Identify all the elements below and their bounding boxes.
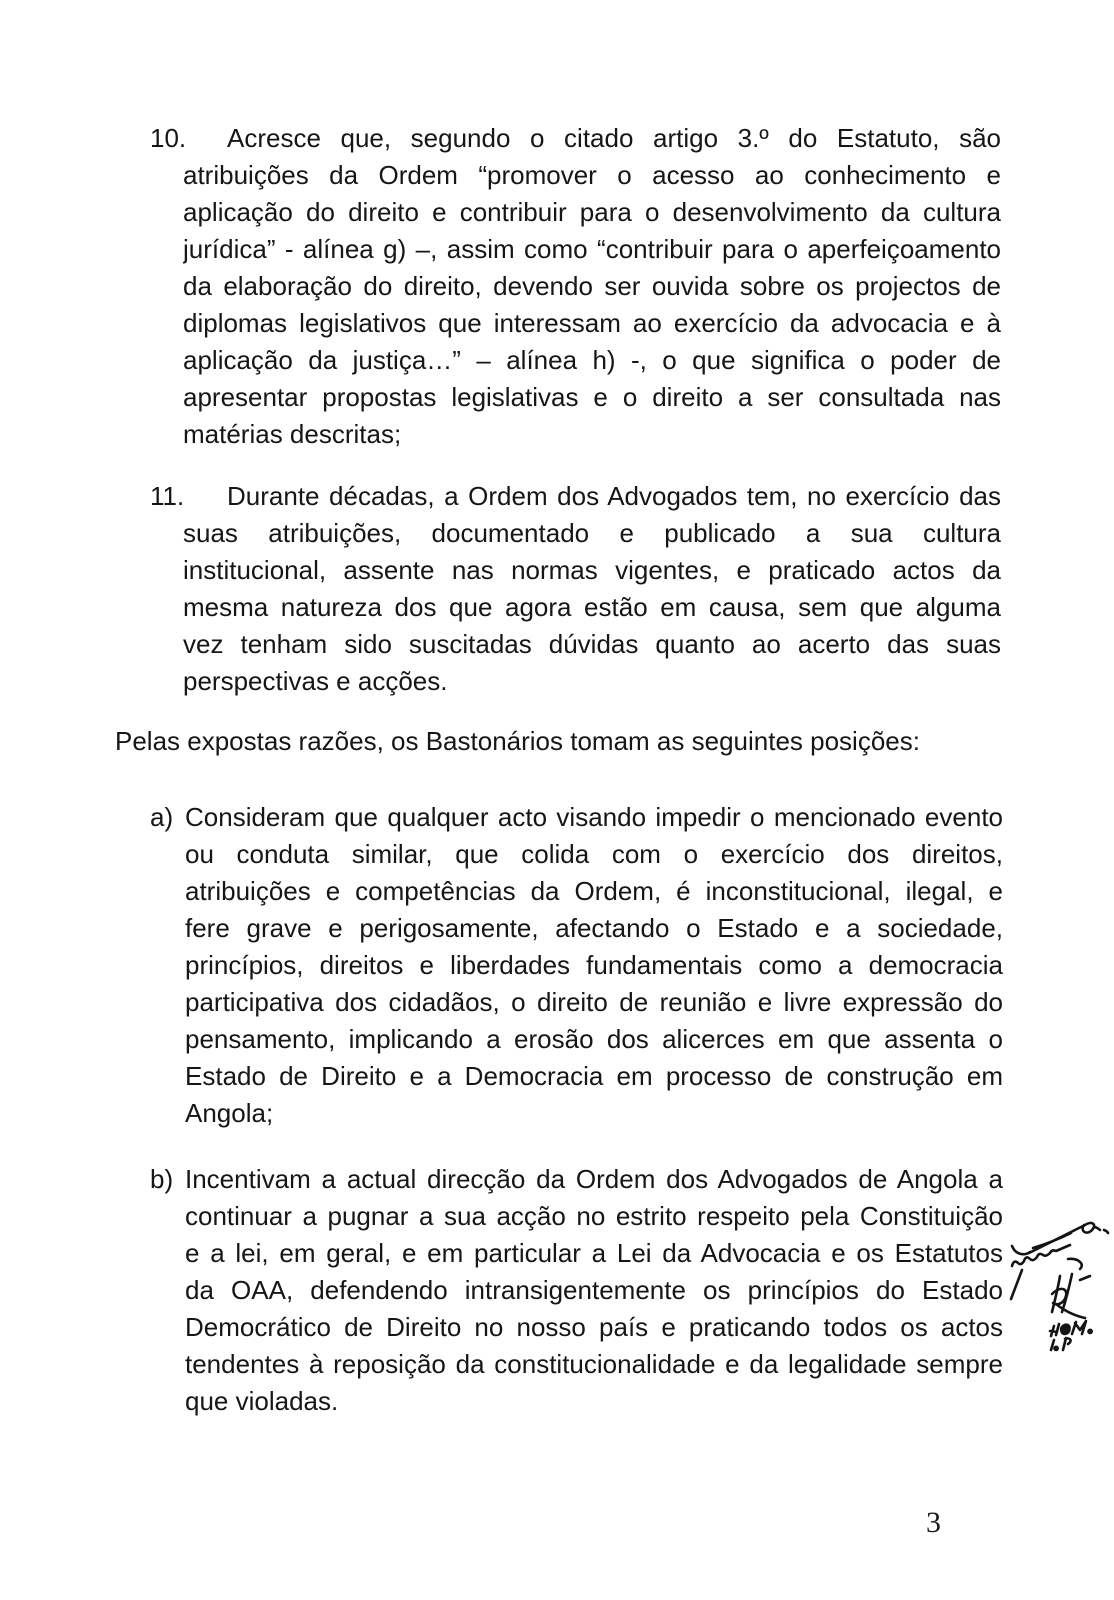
text-line: aplicação da justiça…” – alínea h) -, o que significa o poder de — [183, 345, 1001, 375]
lead-in-sentence — [115, 723, 995, 760]
handwritten-signature-icon — [998, 1208, 1114, 1358]
text-line: ou conduta similar, que colida com o exercício dos direitos, — [185, 839, 1003, 869]
text-line: que violadas. — [185, 1386, 339, 1416]
item-b-marker: b) — [150, 1164, 174, 1194]
text-line: aplicação do direito e contribuir para o desenvolvimento da cultura — [183, 197, 1001, 227]
paragraph-11-number: 11. — [150, 481, 185, 511]
text-line: vez tenham sido suscitadas dúvidas quanto ao acerto das suas — [183, 629, 1001, 659]
text-line: e a lei, em geral, e em particular a Lei da Advocacia e os Estatutos — [185, 1238, 1003, 1268]
paragraph-10 — [150, 120, 1001, 453]
text-line: Acresce que, segundo o citado artigo 3.º do Estatuto, são — [227, 123, 1001, 153]
text-line: Estado de Direito e a Democracia em processo de construção em — [185, 1061, 1003, 1091]
paragraph-10-number: 10. — [150, 123, 187, 153]
text-line: da OAA, defendendo intransigentemente os princípios do Estado — [185, 1275, 1003, 1305]
item-a — [150, 799, 1003, 1132]
text-line: apresentar propostas legislativas e o direito a ser consultada nas — [183, 382, 1001, 412]
item-b — [150, 1161, 1003, 1420]
text-line: princípios, direitos e liberdades fundamentais como a democracia — [185, 950, 1003, 980]
item-a-marker: a) — [150, 802, 174, 832]
text-line: suas atribuições, documentado e publicado a sua cultura — [183, 518, 1001, 548]
text-line: Pelas expostas razões, os Bastonários tomam as seguintes posições: — [115, 726, 920, 756]
text-line: Angola; — [185, 1098, 274, 1128]
text-line: diplomas legislativos que interessam ao exercício da advocacia e à — [183, 308, 1001, 338]
text-line: Consideram que qualquer acto visando impedir o mencionado evento — [185, 802, 1003, 832]
text-line: continuar a pugnar a sua acção no estrito respeito pela Constituição — [185, 1201, 1003, 1231]
text-line: matérias descritas; — [183, 419, 402, 449]
text-line: Durante décadas, a Ordem dos Advogados tem, no exercício das — [227, 481, 1001, 511]
text-line: atribuições da Ordem “promover o acesso ao conhecimento e — [183, 160, 1001, 190]
text-line: da elaboração do direito, devendo ser ouvida sobre os projectos de — [183, 271, 1001, 301]
text-line: fere grave e perigosamente, afectando o Estado e a sociedade, — [185, 913, 1003, 943]
text-line: participativa dos cidadãos, o direito de reunião e livre expressão do — [185, 987, 1003, 1017]
text-line: institucional, assente nas normas vigentes, e praticado actos da — [183, 555, 1001, 585]
text-line: pensamento, implicando a erosão dos alicerces em que assenta o — [185, 1024, 1003, 1054]
page-number: 3 — [926, 1506, 941, 1539]
paragraph-11 — [150, 478, 1001, 700]
text-line: mesma natureza dos que agora estão em causa, sem que alguma — [183, 592, 1001, 622]
text-line: Democrático de Direito no nosso país e praticando todos os actos — [185, 1312, 1003, 1342]
text-line: jurídica” - alínea g) –, assim como “contribuir para o aperfeiçoamento — [183, 234, 1001, 264]
text-line: Incentivam a actual direcção da Ordem dos Advogados de Angola a — [185, 1164, 1003, 1194]
text-line: atribuições e competências da Ordem, é inconstitucional, ilegal, e — [185, 876, 1003, 906]
text-line: perspectivas e acções. — [183, 666, 448, 696]
text-line: tendentes à reposição da constitucionalidade e da legalidade sempre — [185, 1349, 1003, 1379]
